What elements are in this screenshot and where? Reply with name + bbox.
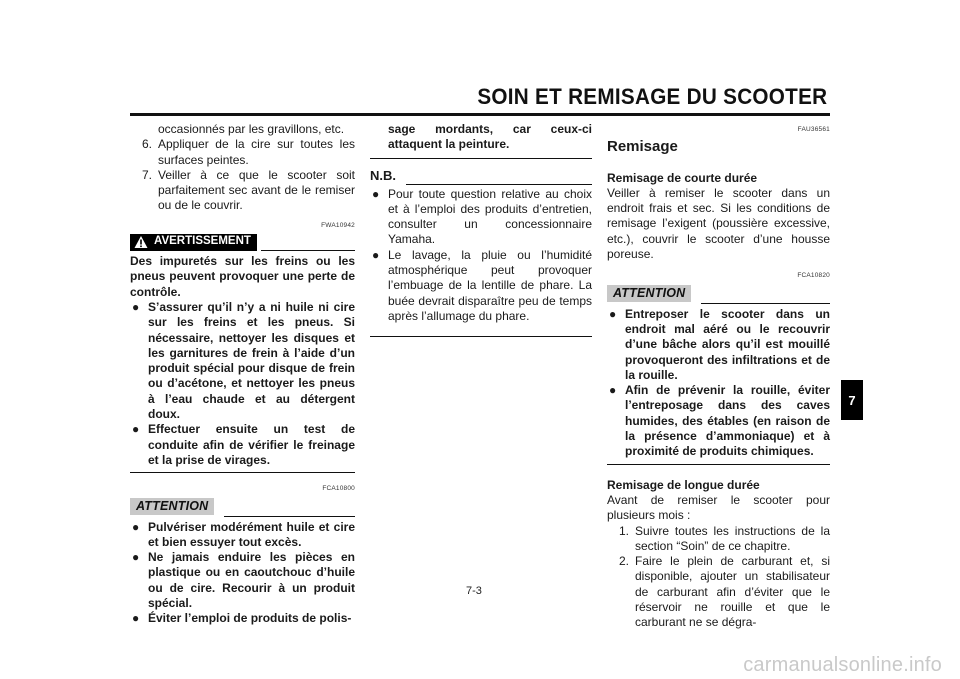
step-text: Veiller à ce que le scooter soit parfaitement sec avant de le remiser ou de le couvrir. bbox=[158, 167, 355, 213]
bullet-dot-icon: ● bbox=[609, 383, 617, 398]
section-code: FAU36561 bbox=[797, 126, 830, 133]
step-1 bbox=[607, 524, 830, 555]
warning-badge bbox=[130, 234, 257, 251]
nb-header bbox=[370, 167, 592, 185]
column-middle bbox=[370, 122, 592, 337]
attention-header bbox=[607, 284, 830, 304]
bullet-dot-icon: ● bbox=[132, 299, 140, 314]
attention-header-rule bbox=[701, 303, 830, 304]
warning-header bbox=[130, 233, 355, 251]
bullet-dot-icon: ● bbox=[132, 422, 140, 437]
section-title: Remisage bbox=[607, 138, 678, 156]
short-term-title: Remisage de courte durée bbox=[607, 170, 758, 185]
bullet-dot-icon: ● bbox=[132, 519, 140, 534]
long-term-text: Avant de remiser le scooter pour plusieurs mois : bbox=[607, 492, 830, 523]
attention-end-rule bbox=[370, 158, 592, 159]
step-number: 7. bbox=[141, 167, 152, 182]
attention-bullet bbox=[607, 383, 830, 459]
column-left bbox=[130, 122, 355, 627]
bullet-text: S’assurer qu’il n’y a ni huile ni cire sur les freins et les pneus. Si nécessaire, nettoyer les disques et les garnitures de frein à l’aide d’un produit spécial pour disque de frein ou d’acétone, et nettoyer les pneus à l’eau chaude et au détergent doux. bbox=[148, 299, 355, 422]
page-header-title: SOIN ET REMISAGE DU SCOOTER bbox=[476, 84, 827, 109]
nb-header-rule bbox=[406, 184, 592, 185]
nb-label: N.B. bbox=[370, 167, 396, 183]
bullet-dot-icon: ● bbox=[132, 550, 140, 565]
nb-bullet bbox=[370, 187, 592, 248]
step-number: 2. bbox=[618, 554, 629, 569]
bullet-text: Ne jamais enduire les pièces en plastique ou en caoutchouc d’huile ou de cire. Recourir à un produit spécial. bbox=[148, 550, 355, 611]
page-number: 7-3 bbox=[466, 585, 482, 597]
step-number: 1. bbox=[618, 523, 629, 538]
attention-bullet bbox=[130, 550, 355, 611]
step-text: Appliquer de la cire sur toutes les surfaces peintes. bbox=[158, 137, 355, 167]
nb-bullet bbox=[370, 248, 592, 324]
bullet-text: Le lavage, la pluie ou l’humidité atmosphérique peut provoquer l’embuage de la lentille de phare. La buée devrait disparaître peu de temps après l’allumage du phare. bbox=[388, 247, 592, 323]
attention-bullet bbox=[130, 611, 355, 626]
bullet-dot-icon: ● bbox=[132, 611, 140, 626]
bullet-dot-icon: ● bbox=[609, 306, 617, 321]
step-text: Suivre toutes les instructions de la section “Soin” de ce chapitre. bbox=[635, 523, 830, 553]
warning-end-rule bbox=[130, 472, 355, 473]
attention-end-rule bbox=[607, 464, 830, 465]
step-2 bbox=[607, 554, 830, 630]
step-6 bbox=[130, 137, 355, 168]
long-term-title: Remisage de longue durée bbox=[607, 477, 760, 492]
step-text: Faire le plein de carburant et, si disponible, ajouter un stabilisateur de carburant afin d’éviter que le réservoir ne rouille et que le carburant ne se dégra- bbox=[635, 554, 830, 630]
attention-code: FCA10800 bbox=[322, 485, 355, 493]
attention-header bbox=[130, 497, 355, 517]
attention-header-rule bbox=[224, 516, 355, 517]
column-right bbox=[607, 122, 830, 631]
bullet-text: Effectuer ensuite un test de conduite afin de vérifier le freinage et la prise de virages. bbox=[148, 422, 355, 467]
step-7 bbox=[130, 168, 355, 214]
warning-label: AVERTISSEMENT bbox=[154, 235, 251, 248]
lead-text: occasionnés par les gravillons, etc. bbox=[158, 122, 345, 136]
bullet-text: Pour toute question relative au choix et à l’emploi des produits d’entretien, consulter un concessionnaire Yamaha. bbox=[388, 186, 592, 247]
attention-continuation: sage mordants, car ceux-ci attaquent la peinture. bbox=[388, 122, 592, 152]
bullet-text: Pulvériser modérément huile et cire et bien essuyer tout excès. bbox=[148, 519, 355, 549]
header-rule bbox=[130, 113, 830, 116]
bullet-text: Éviter l’emploi de produits de polis- bbox=[148, 611, 352, 626]
bullet-dot-icon: ● bbox=[372, 247, 380, 262]
nb-end-rule bbox=[370, 336, 592, 337]
short-term-text: Veiller à remiser le scooter dans un endroit frais et sec. Si les conditions de remisage l’exigent (poussière excessive, etc.), couvrir le scooter d’une housse poreuse. bbox=[607, 185, 830, 262]
attention-badge: ATTENTION bbox=[607, 285, 691, 302]
warning-bullet bbox=[130, 422, 355, 468]
warning-triangle-icon bbox=[134, 235, 148, 249]
step-number: 6. bbox=[141, 137, 152, 152]
attention-bullet bbox=[607, 307, 830, 383]
warning-bullet bbox=[130, 300, 355, 422]
attention-badge: ATTENTION bbox=[130, 498, 214, 515]
warning-intro: Des impuretés sur les freins ou les pneus peuvent provoquer une perte de contrôle. bbox=[130, 254, 355, 299]
bullet-dot-icon: ● bbox=[372, 186, 380, 201]
bullet-text: Entreposer le scooter dans un endroit mal aéré ou le recouvrir d’une bâche alors qu’il est mouillé provoqueront des infiltrations et de la rouille. bbox=[625, 306, 830, 382]
attention-bullet bbox=[130, 520, 355, 551]
warning-header-rule bbox=[261, 250, 355, 251]
watermark: carmanualsonline.info bbox=[743, 654, 942, 676]
warning-code: FWA10942 bbox=[321, 221, 355, 229]
bullet-text: Afin de prévenir la rouille, éviter l’entreposage dans des caves humides, des étables (en raison de la présence d’ammoniaque) et à proximité de produits chimiques. bbox=[625, 383, 830, 459]
attention-code: FCA10820 bbox=[797, 272, 830, 280]
chapter-tab: 7 bbox=[841, 380, 863, 420]
